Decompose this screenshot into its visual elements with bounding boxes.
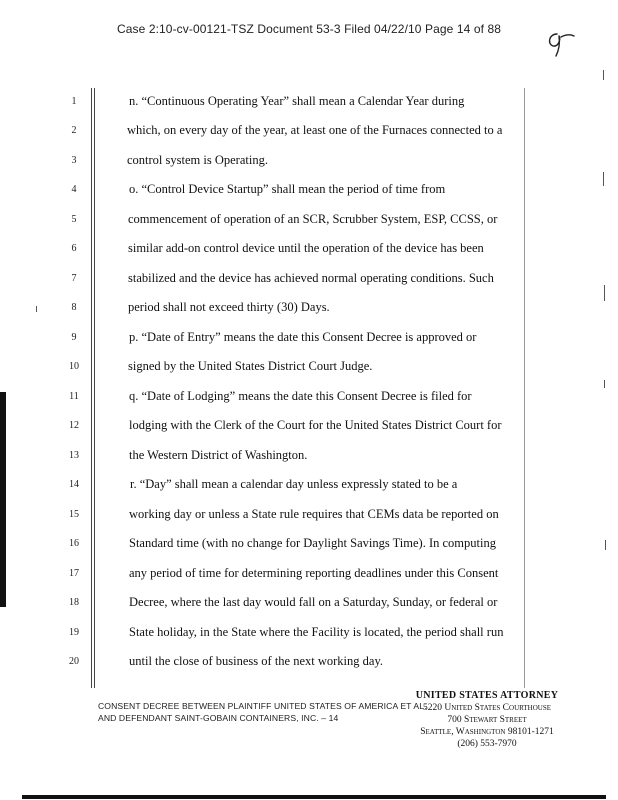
left-margin-rule-inner: [94, 88, 95, 688]
body-line: q. “Date of Lodging” means the date this Consent Decree is filed for: [129, 389, 472, 403]
body-line: commencement of operation of an SCR, Scrubber System, ESP, CCSS, or: [128, 212, 498, 226]
line-number: 9: [71, 332, 77, 343]
body-line: working day or unless a State rule requires that CEMs data be reported on: [129, 507, 499, 521]
line-number: 19: [69, 627, 79, 638]
line-number: 12: [69, 420, 79, 431]
body-line: r. “Day” shall mean a calendar day unless expressly stated to be a: [130, 477, 458, 491]
body-line: control system is Operating.: [127, 153, 268, 167]
line-number: 8: [71, 302, 77, 313]
body-line: which, on every day of the year, at least one of the Furnaces connected to a: [127, 123, 503, 137]
address-line: 5220 United States Courthouse: [422, 703, 551, 713]
footer-caption-line: AND DEFENDANT SAINT-GOBAIN CONTAINERS, INC. – 14: [98, 713, 339, 723]
line-number: 7: [71, 273, 77, 284]
line-number: 4: [71, 184, 77, 195]
line-number: 6: [71, 243, 77, 254]
scan-speck: [603, 172, 604, 186]
scan-speck: [604, 285, 605, 301]
scan-speck: [36, 306, 37, 312]
line-number: 5: [71, 214, 77, 225]
body-line: p. “Date of Entry” means the date this Consent Decree is approved or: [129, 330, 477, 344]
body-line: similar add-on control device until the operation of the device has been: [128, 241, 484, 255]
line-number: 14: [69, 479, 79, 490]
footer-caption: [98, 700, 427, 724]
body-line: until the close of business of the next working day.: [129, 654, 384, 668]
line-number: 15: [69, 509, 79, 520]
scan-speck: [604, 380, 605, 388]
attorney-address-block: [412, 690, 562, 750]
body-line: any period of time for determining reporting deadlines under this Consent: [129, 566, 499, 580]
left-margin-rule: [91, 88, 92, 688]
phone-number: (206) 553-7970: [457, 739, 517, 749]
line-number: 1: [71, 96, 77, 107]
scan-speck: [605, 540, 606, 550]
line-number: 20: [69, 656, 79, 667]
line-number: 16: [69, 538, 79, 549]
body-line: stabilized and the device has achieved normal operating conditions. Such: [128, 271, 494, 285]
body-line: Decree, where the last day would fall on a Saturday, Sunday, or federal or: [129, 595, 498, 609]
body-line: lodging with the Clerk of the Court for the United States District Court for: [129, 418, 502, 432]
body-line: State holiday, in the State where the Facility is located, the period shall run: [129, 625, 504, 639]
body-line: signed by the United States District Court Judge.: [128, 359, 373, 373]
body-line: o. “Control Device Startup” shall mean the period of time from: [129, 182, 446, 196]
handwritten-initial-mark: [543, 28, 577, 58]
scan-edge-bar: [0, 392, 6, 607]
attorney-office-title: UNITED STATES ATTORNEY: [415, 690, 559, 701]
body-line: n. “Continuous Operating Year” shall mean a Calendar Year during: [129, 94, 465, 108]
line-number: 17: [69, 568, 79, 579]
line-number: 10: [69, 361, 79, 372]
line-number: 2: [71, 125, 77, 136]
line-number: 11: [69, 391, 79, 402]
body-line: Standard time (with no change for Daylight Savings Time). In computing: [129, 536, 496, 550]
line-number: 3: [71, 155, 77, 166]
scan-bottom-edge: [22, 795, 606, 799]
line-number: 18: [69, 597, 79, 608]
case-header: Case 2:10-cv-00121-TSZ Document 53-3 Filed 04/22/10 Page 14 of 88: [116, 22, 502, 36]
line-number: 13: [69, 450, 79, 461]
scan-speck: [603, 70, 604, 80]
address-line: Seattle, Washington 98101-1271: [420, 727, 554, 737]
body-line: period shall not exceed thirty (30) Days.: [128, 300, 330, 314]
address-line: 700 Stewart Street: [447, 715, 527, 725]
footer-caption-line: CONSENT DECREE BETWEEN PLAINTIFF UNITED STATES OF AMERICA ET AL.: [98, 701, 427, 711]
body-line: the Western District of Washington.: [129, 448, 308, 462]
right-margin-rule: [524, 88, 525, 688]
